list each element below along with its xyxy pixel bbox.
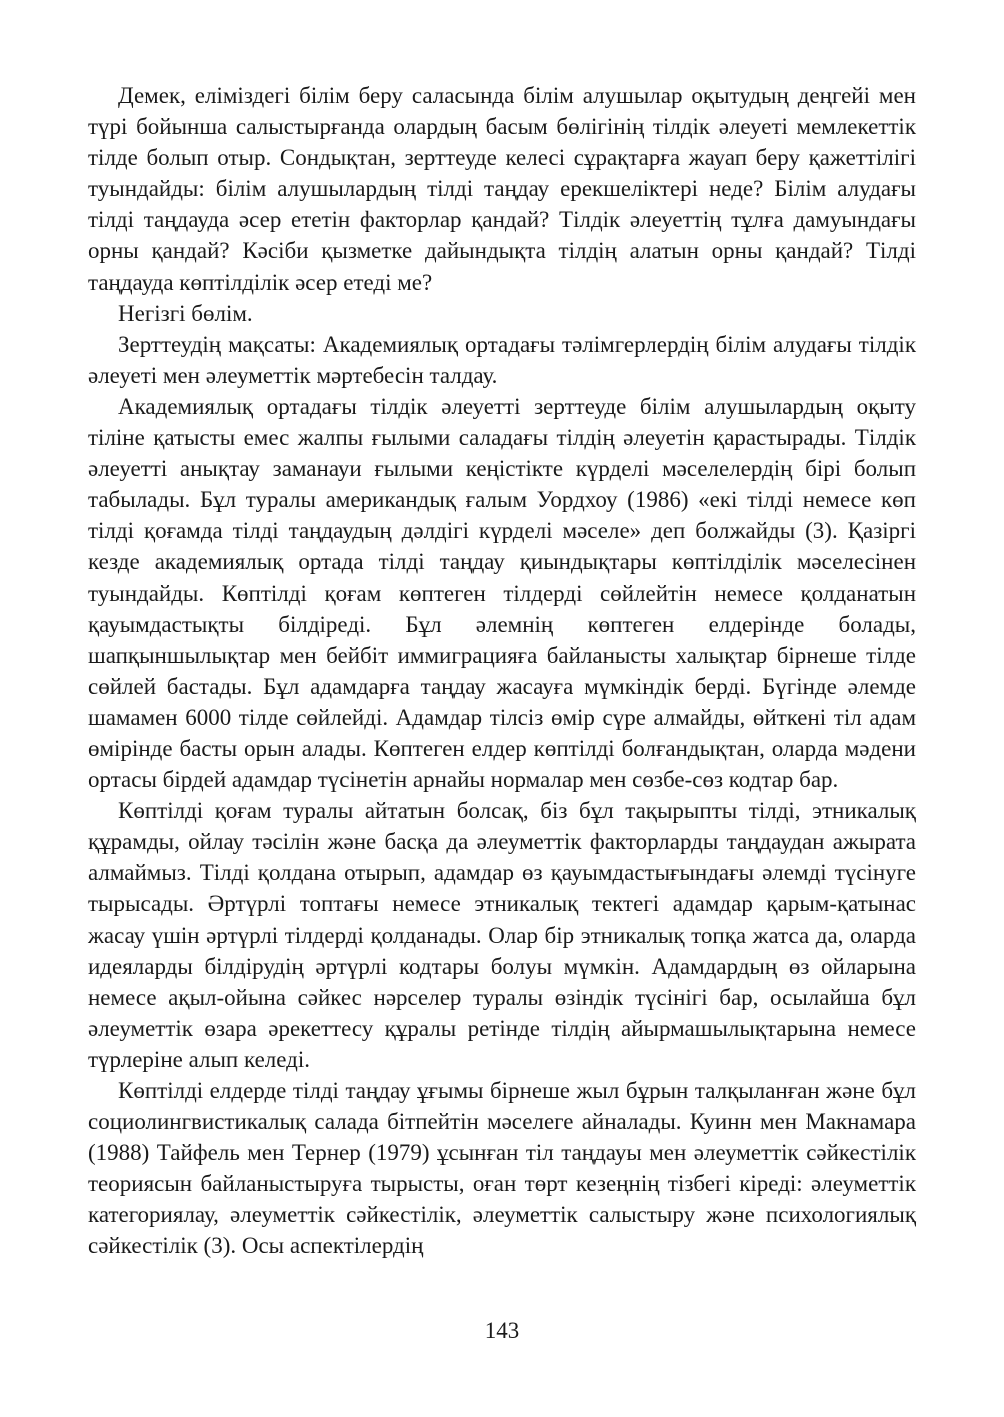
paragraph-4: Академиялық ортадағы тілдік әлеуетті зерттеуде білім алушылардың оқыту тіліне қатысты емес жалпы ғылыми саладағы тілдің әлеуетін қарастырады. Тілдік әлеуетті анықтау заманауи ғылыми кеңістікте күрделі мәселелердің бірі болып табылады. Бұл туралы американдық ғалым Уордхоу (1986) «екі тілді немесе көп тілді қоғамда тілді таңдаудың дәлдігі күрделі мәселе» деп болжайды (3). Қазіргі кезде академиялық ортада тілді таңдау қиындықтары көптілділік мәселесінен туындайды. Көптілді қоғам көптеген тілдерді сөйлейтін немесе қолданатын қауымдастықты білдіреді. Бұл әлемнің көптеген елдерінде болады, шапқыншылықтар мен бейбіт иммиграцияға байланысты халықтар бірнеше тілде сөйлей бастады. Бұл адамдарға таңдау жасауға мүмкіндік берді. Бүгінде әлемде шамамен 6000 тілде сөйлейді. Адамдар тілсіз өмір сүре алмайды, өйткені тіл адам өмірінде басты орын алады. Көптеген елдер көптілді болғандықтан, оларда мәдени ортасы бірдей адамдар түсінетін арнайы нормалар мен сөзбе-сөз кодтар бар. xyxy=(88,393,916,793)
paragraph-3-research-goal: Зерттеудің мақсаты: Академиялық ортадағы тәлімгерлердің білім алудағы тілдік әлеуеті мен әлеуметтік мәртебесін талдау. xyxy=(88,331,916,388)
paragraph-1: Демек, еліміздегі білім беру саласында білім алушылар оқытудың деңгейі мен түрі бойынша салыстырғанда олардың басым бөлігінің тілдік әлеуеті мемлекеттік тілде болып отыр. Сондықтан, зерттеуде келесі сұрақтарға жауап беру қажеттілігі туындайды: білім алушылардың тілді таңдау ерекшеліктері неде? Білім алудағы тілді таңдауда әсер ететін факторлар қандай? Тілдік әлеуеттің тұлға дамуындағы орны қандай? Кәсіби қызметке дайындықта тілдің алатын орны қандай? Тілді таңдауда көптілділік әсер етеді ме? xyxy=(88,83,916,295)
paragraph-6: Көптілді елдерде тілді таңдау ұғымы бірнеше жыл бұрын талқыланған және бұл социолингвистикалық салада бітпейтін мәселеге айналады. Куинн мен Макнамара (1988) Тайфель мен Тернер (1979) ұсынған тіл таңдауы мен әлеуметтік сәйкестілік теориясын байланыстыруға тырысты, оған төрт кезеңнің тізбегі кіреді: әлеуметтік категориялау, әлеуметтік сәйкестілік, әлеуметтік салыстыру және психологиялық сәйкестілік (3). Осы аспектілердің xyxy=(88,1078,916,1259)
paragraph-5: Көптілді қоғам туралы айтатын болсақ, біз бұл тақырыпты тілді, этникалық құрамды, ойлау тәсілін және басқа да әлеуметтік факторларды таңдаудан ажырата алмаймыз. Тілді қолдана отырып, адамдар өз қауымдастығындағы әлемді түсінуге тырысады. Әртүрлі топтағы немесе этникалық тектегі адамдар қарым-қатынас жасау үшін әртүрлі тілдерді қолданады. Олар бір этникалық топқа жатса да, оларда идеяларды білдірудің әртүрлі кодтары болуы мүмкін. Адамдардың өз ойларына немесе ақыл-ойына сәйкес нәрселер туралы өзіндік түсінігі бар, осылайша бұл әлеуметтік өзара әрекеттесу құралы ретінде тілдің айырмашылықтарына немесе түрлеріне алып келеді. xyxy=(88,798,916,1072)
page-body xyxy=(88,80,916,1262)
page-number: 143 xyxy=(484,1318,520,1343)
paragraph-2-section-heading: Негізгі бөлім. xyxy=(118,300,253,326)
